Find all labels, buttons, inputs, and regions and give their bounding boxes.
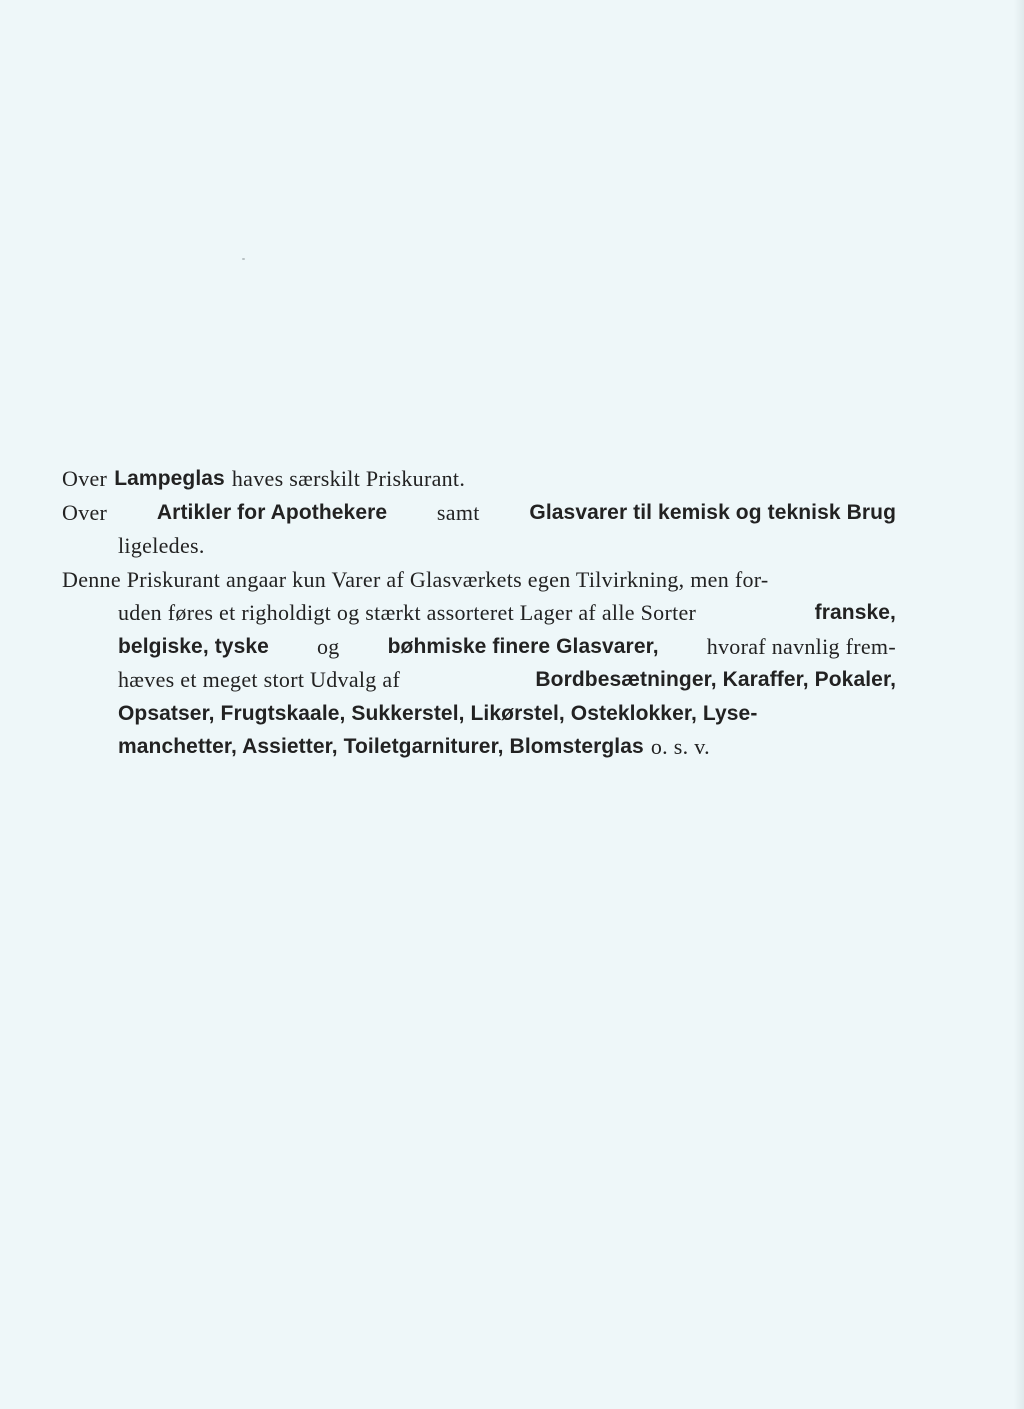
paragraph-3-line-2 [62, 596, 896, 630]
text-run: hæves et meget stort Udvalg af [118, 667, 401, 692]
text-run: Over [62, 466, 108, 491]
text-run: Over [62, 499, 108, 525]
text-run-bold: Bordbesætninger, Karaffer, Pokaler, [535, 668, 896, 691]
text-run-bold: Glasvarer til kemisk og teknisk Brug [529, 500, 896, 524]
paper-speck [242, 258, 245, 260]
text-run-bold: manchetter, Assietter, Toiletgarniturer, Blomsterglas [118, 735, 644, 758]
price-list-notes [62, 462, 896, 764]
paragraph-3-line-3 [62, 630, 896, 664]
text-run-bold: Opsatser, Frugtskaale, Sukkerstel, Likørstel, Osteklokker, Lyse- [118, 701, 758, 725]
text-run: hvoraf navnlig frem- [706, 633, 896, 659]
text-run-bold: bøhmiske finere Glasvarer, [387, 634, 659, 658]
paragraph-3-line-5 [62, 697, 896, 731]
text-run: ligeledes. [118, 533, 205, 558]
paragraph-2-line-1 [62, 496, 896, 530]
text-run: uden føres et righoldigt og stærkt assorteret Lager af alle Sorter [118, 600, 697, 625]
text-run-bold: Artikler for Apothekere [156, 500, 388, 524]
text-run: o. s. v. [650, 734, 710, 759]
text-run: og [316, 633, 340, 659]
paragraph-3-line-1 [62, 563, 896, 597]
page-edge-shadow [1014, 0, 1024, 1409]
paragraph-1-line-1 [62, 462, 896, 496]
text-run-bold: franske, [814, 601, 896, 624]
paragraph-2-line-2 [62, 529, 896, 563]
text-run: Denne Priskurant angaar kun Varer af Glasværkets egen Tilvirkning, men for- [62, 566, 769, 592]
paragraph-3-line-6 [62, 730, 896, 764]
text-run-bold: belgiske, tyske [118, 634, 269, 658]
text-run-bold: Lampeglas [114, 467, 225, 490]
paragraph-3-line-4 [62, 663, 896, 697]
text-run: haves særskilt Priskurant. [231, 466, 466, 491]
text-run: samt [436, 499, 480, 525]
